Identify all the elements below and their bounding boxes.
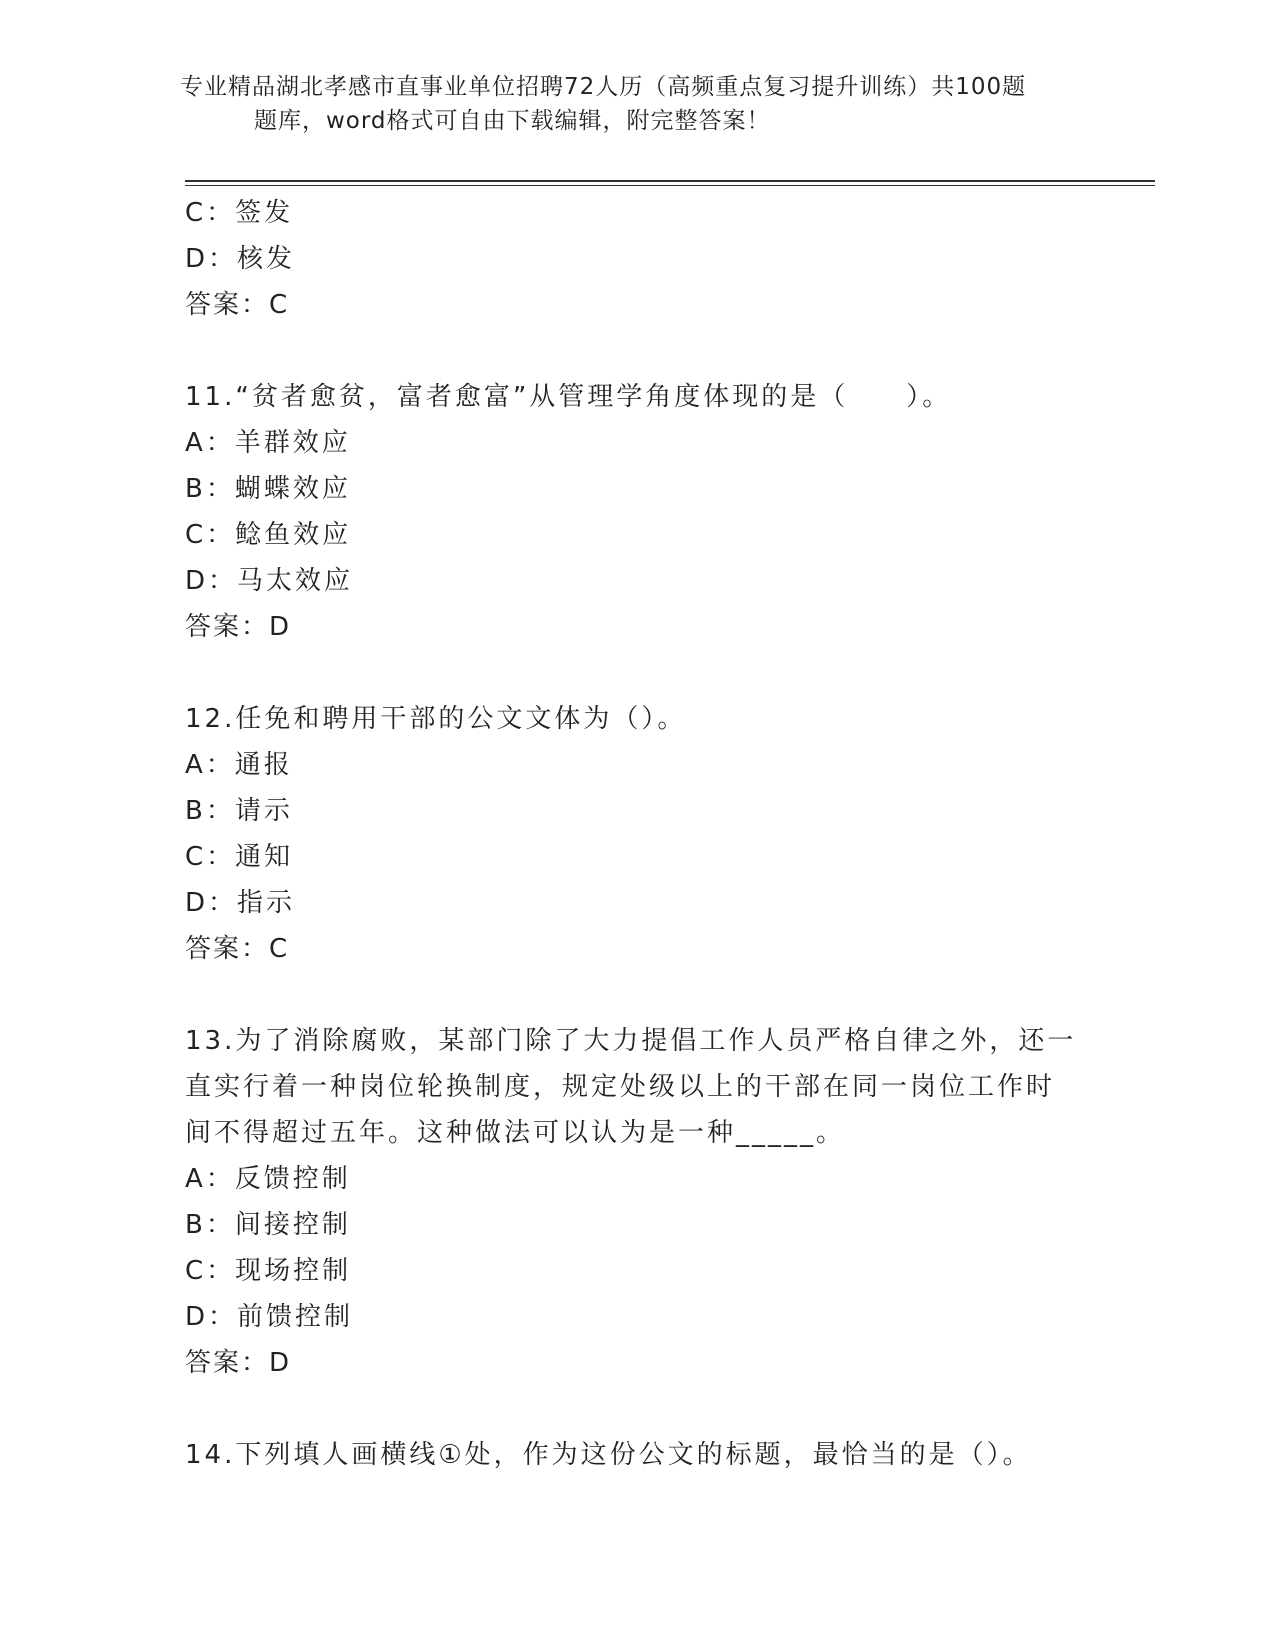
question-12-text: 12.任免和聘用干部的公文文体为（）。 [185,704,687,734]
option-a: A：羊群效应 [185,428,351,458]
option-c: C：签发 [185,198,294,228]
option-d: D：马太效应 [185,566,354,596]
option-c: C：通知 [185,842,294,872]
question-13-text-line-1: 13.为了消除腐败，某部门除了大力提倡工作人员严格自律之外，还一 [185,1026,1077,1056]
header-divider-thin [185,185,1155,186]
question-13-text-line-3: 间不得超过五年。这种做法可以认为是一种_____。 [185,1118,846,1148]
question-13-text-line-2: 直实行着一种岗位轮换制度，规定处级以上的干部在同一岗位工作时 [185,1072,1056,1102]
answer-text: 答案：C [185,290,290,320]
header-title-line-2: 题库，word格式可自由下载编辑，附完整答案！ [254,108,771,134]
option-d: D：前馈控制 [185,1302,354,1332]
header-title-line-1: 专业精品湖北孝感市直事业单位招聘72人历（高频重点复习提升训练）共100题 [180,74,1027,100]
option-d: D：核发 [185,244,296,274]
answer-text: 答案：D [185,1348,292,1378]
header-divider-thick [185,180,1155,182]
document-header [180,70,1080,138]
option-a: A：反馈控制 [185,1164,351,1194]
question-list [185,190,1105,1478]
answer-text: 答案：D [185,612,292,642]
option-b: B：间接控制 [185,1210,351,1240]
answer-text: 答案：C [185,934,290,964]
option-c: C：鲶鱼效应 [185,520,352,550]
question-11-text: 11.“贫者愈贫，富者愈富”从管理学角度体现的是（ ）。 [185,382,952,412]
option-a: A：通报 [185,750,293,780]
option-b: B：请示 [185,796,293,826]
question-14-text: 14.下列填人画横线①处，作为这份公文的标题，最恰当的是（）。 [185,1440,1032,1470]
option-d: D：指示 [185,888,296,918]
option-c: C：现场控制 [185,1256,352,1286]
option-b: B：蝴蝶效应 [185,474,351,504]
